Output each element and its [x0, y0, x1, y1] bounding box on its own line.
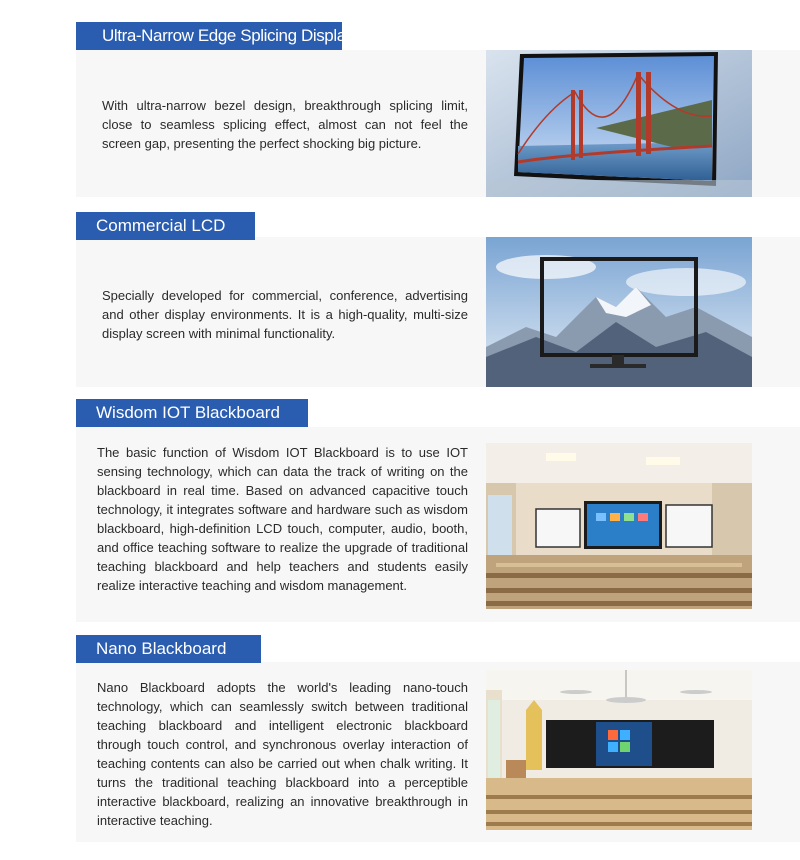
classroom-nano-board-image — [486, 670, 752, 830]
section-panel — [76, 662, 800, 842]
section-description: The basic function of Wisdom IOT Blackboard is to use IOT sensing technology, which can data the track of writing on the blackboard in real time. Based on advanced capacitive touch technology, it integrates software and hardware such as wisdom blackboard, high-definition LCD touch, computer, audio, booth, and office teaching software to realize the upgrade of traditional teaching blackboard and help teachers and students easily realize interactive teaching and wisdom management. — [97, 445, 468, 593]
section-title: Nano Blackboard — [76, 635, 261, 663]
section-description: Nano Blackboard adopts the world's leading nano-touch technology, which can seamlessly switch between traditional teaching blackboard and intelligent electronic blackboard through touch control, and synchronous overlay interaction of teaching contents can also be carried out when chalk writing. It turns the traditional teaching blackboard into a perceptible interactive blackboard, realizing an innovative breakthrough in interactive teaching. — [97, 680, 468, 828]
section-title: Commercial LCD — [76, 212, 255, 240]
section-panel — [76, 237, 800, 387]
section-description: Specially developed for commercial, conference, advertising and other display environments. It is a high-quality, multi-size display screen with minimal functionality. — [102, 288, 468, 341]
monitor-mountain-image — [486, 237, 752, 387]
section-title: Ultra-Narrow Edge Splicing Display — [76, 22, 342, 50]
bridge-display-image — [486, 50, 752, 197]
classroom-iot-board-image — [486, 443, 752, 609]
section-title: Wisdom IOT Blackboard — [76, 399, 308, 427]
section-panel — [76, 427, 800, 622]
section-description: With ultra-narrow bezel design, breakthrough splicing limit, close to seamless splicing effect, almost can not feel the screen gap, presenting the perfect shocking big picture. — [102, 98, 468, 151]
section-panel — [76, 50, 800, 197]
